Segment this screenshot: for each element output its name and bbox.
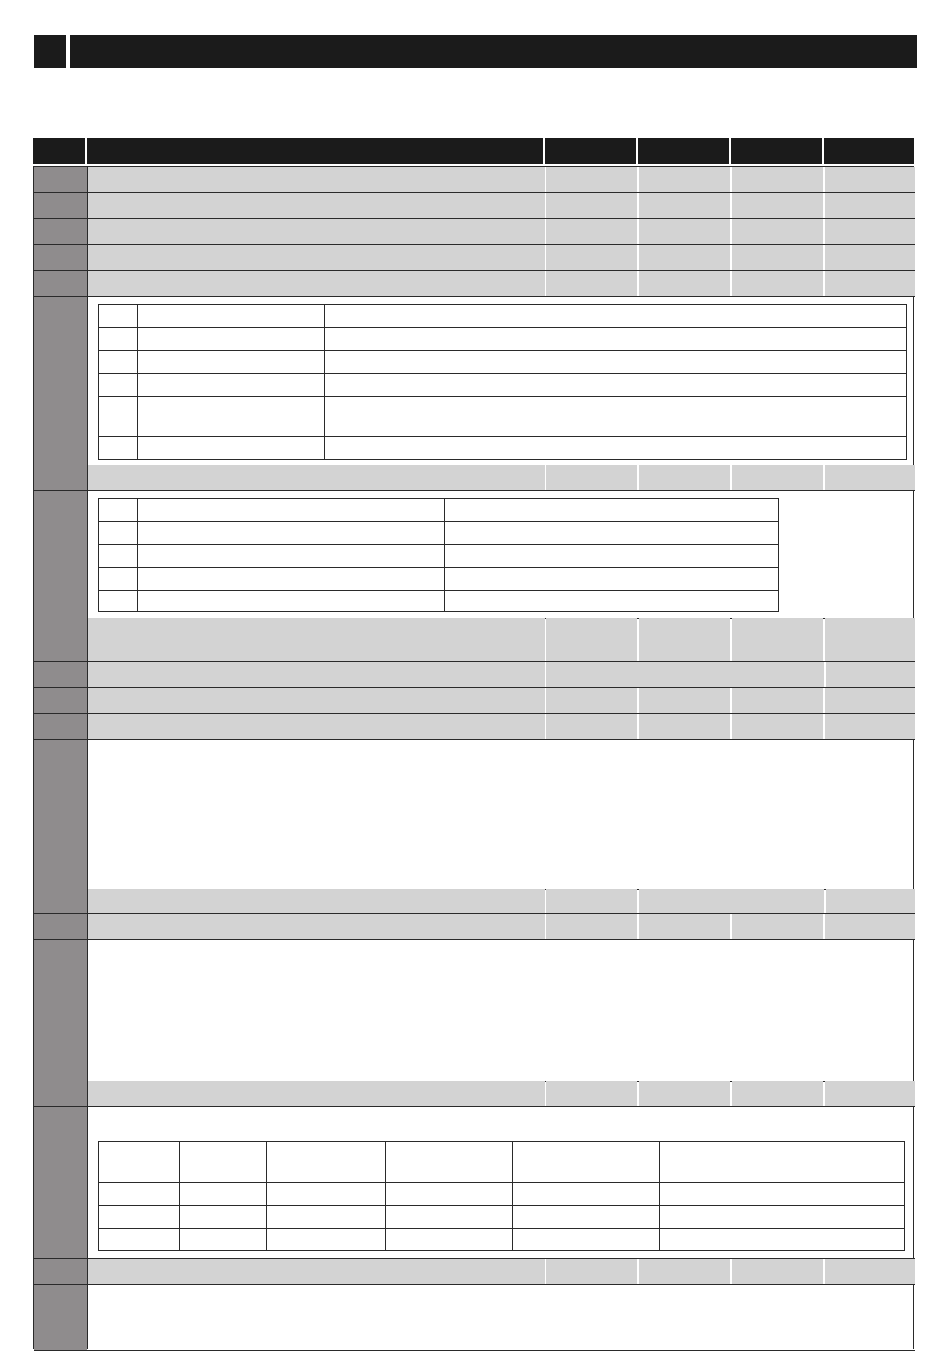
row-value-cell	[732, 1259, 823, 1284]
row-value-cell	[639, 889, 824, 913]
row-value-cell	[825, 167, 915, 192]
column-header-description	[87, 138, 543, 164]
sub-table-divider	[99, 350, 906, 351]
column-header-value-2	[638, 138, 729, 164]
row-value-cell	[546, 271, 637, 296]
row-detail-area	[88, 740, 913, 889]
row-value-cell	[546, 219, 637, 244]
row-description	[88, 245, 545, 270]
row-value-cell	[825, 914, 915, 939]
row-description	[88, 889, 545, 913]
sub-table-divider	[99, 327, 906, 328]
row-value-cell	[732, 714, 823, 739]
sub-table-col-divider	[266, 1142, 267, 1250]
parameter-table	[33, 138, 914, 1349]
row-value-cell	[825, 193, 915, 218]
sub-table-2	[98, 498, 779, 612]
sub-table-divider	[99, 1205, 904, 1206]
row-description	[88, 914, 545, 939]
row-value-cell	[546, 662, 824, 687]
table-body	[33, 166, 914, 1349]
row-value-cell	[639, 714, 730, 739]
row-value-cell	[732, 167, 823, 192]
row-value-cell	[826, 889, 915, 913]
row-value-cell	[546, 245, 637, 270]
row-value-cell	[639, 914, 730, 939]
row-value-cell	[825, 688, 915, 713]
sub-table-divider	[99, 436, 906, 437]
row-description	[88, 618, 545, 661]
row-value-cell	[639, 219, 730, 244]
row-value-cell	[639, 167, 730, 192]
row-id-cell	[34, 245, 87, 270]
row-id-cell	[34, 889, 87, 913]
row-value-cell	[732, 465, 823, 490]
section-number-box	[34, 35, 66, 68]
column-header-value-4	[824, 138, 914, 164]
row-id-cell	[34, 662, 87, 687]
row-value-cell	[825, 1259, 915, 1284]
row-description	[88, 465, 545, 490]
row-detail-area	[88, 1107, 913, 1258]
column-header-value-1	[545, 138, 636, 164]
sub-table-divider	[99, 373, 906, 374]
section-title-bar	[70, 35, 917, 68]
row-value-cell	[825, 219, 915, 244]
row-description	[88, 1259, 545, 1284]
sub-table-divider	[99, 521, 778, 522]
row-description	[88, 219, 545, 244]
sub-table-col-divider	[385, 1142, 386, 1250]
sub-table-1	[98, 304, 907, 460]
row-value-cell	[546, 465, 637, 490]
row-value-cell	[825, 618, 915, 661]
row-description	[88, 193, 545, 218]
row-value-cell	[546, 688, 637, 713]
row-value-cell	[546, 167, 637, 192]
row-detail-area	[88, 940, 913, 1081]
row-description	[88, 271, 545, 296]
row-value-cell	[826, 662, 915, 687]
row-id-cell	[34, 219, 87, 244]
sub-table-divider	[99, 544, 778, 545]
row-value-cell	[732, 271, 823, 296]
row-value-cell	[732, 618, 823, 661]
sub-table-col-divider	[137, 499, 138, 611]
row-value-cell	[825, 465, 915, 490]
sub-table-col-divider	[512, 1142, 513, 1250]
row-value-cell	[732, 914, 823, 939]
row-id-cell	[34, 688, 87, 713]
row-description	[88, 714, 545, 739]
row-id-cell	[34, 193, 87, 218]
row-value-cell	[639, 618, 730, 661]
sub-table-col-divider	[137, 305, 138, 459]
column-header-value-3	[731, 138, 822, 164]
row-id-cell	[34, 714, 87, 889]
sub-table-divider	[99, 1182, 904, 1183]
row-value-cell	[825, 271, 915, 296]
row-value-cell	[546, 1259, 637, 1284]
sub-table-col-divider	[179, 1142, 180, 1250]
row-value-cell	[732, 193, 823, 218]
row-divider	[34, 1350, 915, 1351]
sub-table-divider	[99, 567, 778, 568]
row-value-cell	[546, 914, 637, 939]
row-id-cell	[34, 1081, 87, 1258]
row-value-cell	[732, 219, 823, 244]
row-description	[88, 662, 545, 687]
row-detail-area	[88, 491, 913, 618]
row-value-cell	[825, 1081, 915, 1106]
row-id-cell	[34, 167, 87, 192]
sub-table-3	[98, 1141, 905, 1251]
row-value-cell	[639, 688, 730, 713]
row-value-cell	[639, 193, 730, 218]
row-value-cell	[732, 688, 823, 713]
row-id-cell	[34, 465, 87, 618]
row-id-cell	[34, 1259, 87, 1350]
row-value-cell	[546, 193, 637, 218]
row-value-cell	[546, 889, 637, 913]
sub-table-col-divider	[324, 305, 325, 459]
sub-table-divider	[99, 590, 778, 591]
row-value-cell	[825, 245, 915, 270]
row-value-cell	[639, 1259, 730, 1284]
row-description	[88, 688, 545, 713]
row-description	[88, 167, 545, 192]
row-value-cell	[639, 245, 730, 270]
sub-table-divider	[99, 396, 906, 397]
sub-table-col-divider	[659, 1142, 660, 1250]
row-value-cell	[546, 618, 637, 661]
row-description	[88, 1081, 545, 1106]
row-value-cell	[732, 1081, 823, 1106]
row-id-cell	[34, 271, 87, 490]
row-value-cell	[825, 714, 915, 739]
row-detail-area	[88, 297, 913, 490]
row-value-cell	[546, 1081, 637, 1106]
row-detail-area	[88, 1285, 913, 1350]
row-value-cell	[546, 714, 637, 739]
row-value-cell	[639, 465, 730, 490]
sub-table-col-divider	[444, 499, 445, 611]
row-value-cell	[732, 245, 823, 270]
column-header-id	[33, 138, 85, 164]
row-value-cell	[639, 271, 730, 296]
row-value-cell	[639, 1081, 730, 1106]
sub-table-divider	[99, 1228, 904, 1229]
id-column-divider	[87, 167, 88, 1348]
row-id-cell	[34, 618, 87, 661]
